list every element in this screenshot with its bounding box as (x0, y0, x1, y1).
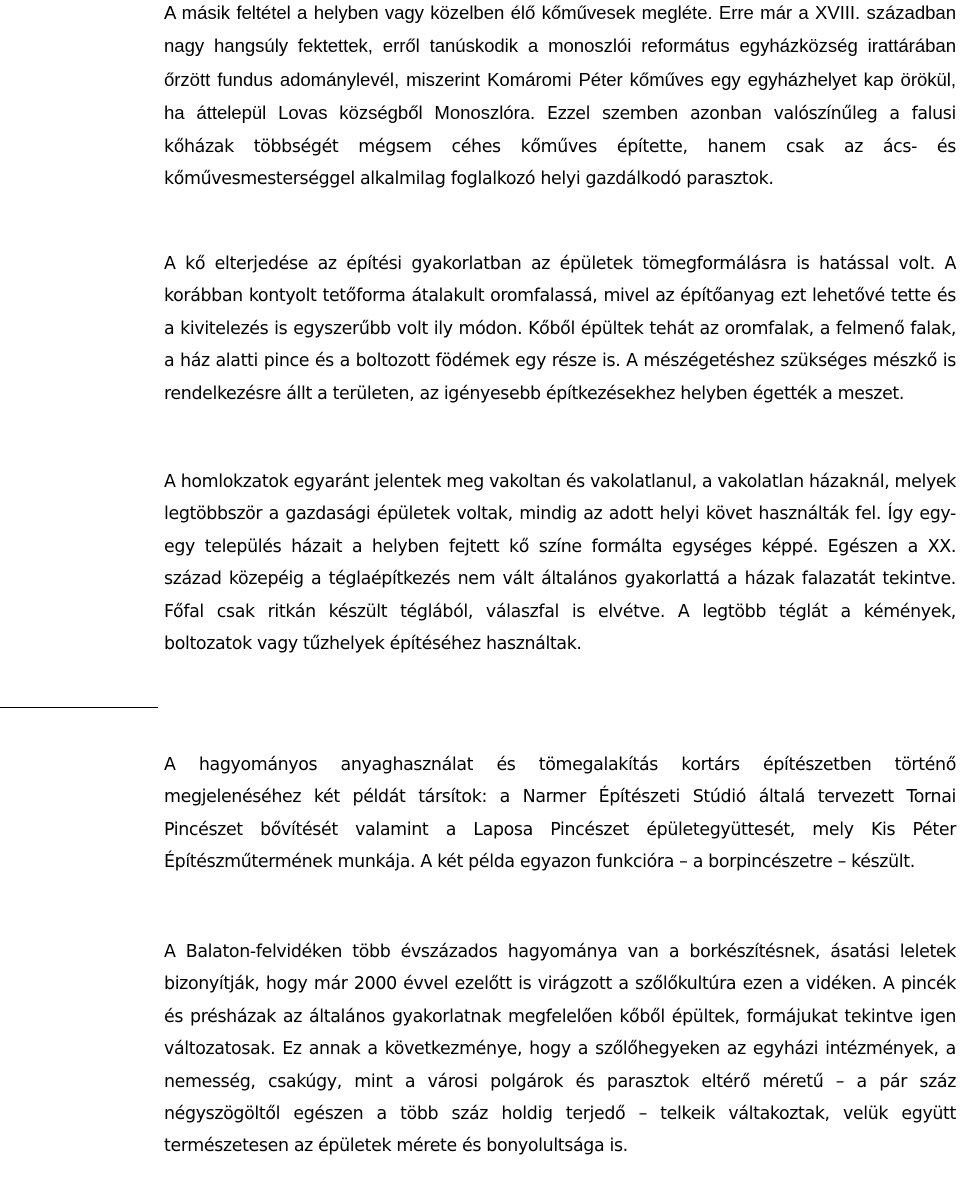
paragraph-balaton-wine-tradition: A Balaton-felvidéken több évszázados hagyománya van a borkészítésnek, ásatási leletek bizonyítják, hogy már 2000 évvel ezelőtt is virágzott a szőlőkultúra ezen a vidéken. A pincék és présházak az általános gyakorlatnak megfelelően kőből épültek, formájukat tekintve igen változatosak. Ez annak a következménye, hogy a szőlőhegyeken az egyházi intézmények, a nemesség, csakúgy, mint a városi polgárok és parasztok eltérő méretű – a pár száz négyszögöltől egészen a több száz holdig terjedő – telkeik váltakoztak, velük együtt természetesen az épületek mérete és bonyolultsága is. (164, 942, 956, 1157)
paragraph-facades: A homlokzatok egyaránt jelentek meg vakoltan és vakolatlanul, a vakolatlan házaknál, melyek legtöbbször a gazdasági épületek voltak, mindig az adott helyi követ használták fel. Így egy-egy település házait a helyben fejtett kő színe formálta egységes képpé. Egészen a XX. század közepéig a téglaépítkezés nem vált általános gyakorlattá a házak falazatát tekintve. Főfal csak ritkán készült téglából, válaszfal is elvétve. A legtöbb téglát a kémények, boltozatok vagy tűzhelyek építéséhez használtak. (164, 472, 956, 655)
paragraph-contemporary-examples: A hagyományos anyaghasználat és tömegalakítás kortárs építészetben történő megjelenéséhez két példát társítok: a Narmer Építészeti Stúdió általá tervezett Tornai Pincészet bővítését valamint a Laposa Pincészet épületegyüttesét, mely Kis Péter Építészműtermének munkája. A két példa egyazon funkcióra – a borpincészetre – készült. (164, 755, 956, 873)
paragraph-stone-building-form: A kő elterjedése az építési gyakorlatban az épületek tömegformálásra is hatással volt. A korábban kontyolt tetőforma átalakult oromfalassá, mivel az építőanyag ezt lehetővé tette és a kivitelezés is egyszerűbb volt ily módon. Kőből épültek tehát az oromfalak, a felmenő falak, a ház alatti pince és a boltozott födémek egy része is. A mészégetéshez szükséges mészkő is rendelkezésre állt a területen, az igényesebb építkezésekhez helyben égették a meszet. (164, 254, 956, 404)
paragraph-text-part: Ezzel szemben azonban valószínűleg a falusi kőházak többségét mégsem céhes kőműves építette, hanem csak az ács- és kőművesmesterséggel alkalmilag foglalkozó helyi gazdálkodó parasztok. (164, 104, 956, 190)
footnote-separator (0, 707, 158, 708)
paragraph-text-part: A másik feltétel a helyben vagy közelben élő kőművesek megléte. Erre már a XVIII. században nagy hangsúly fektettek, erről tanúskodik a monoszlói református egyházközség irattárában őrzött fundus adománylevél, miszerint Komáromi Péter kőműves egy egyházhelyet kap örökül, ha áttelepül Lovas községből Monoszlóra. (164, 2, 956, 124)
paragraph-stonemasons (164, 0, 956, 195)
